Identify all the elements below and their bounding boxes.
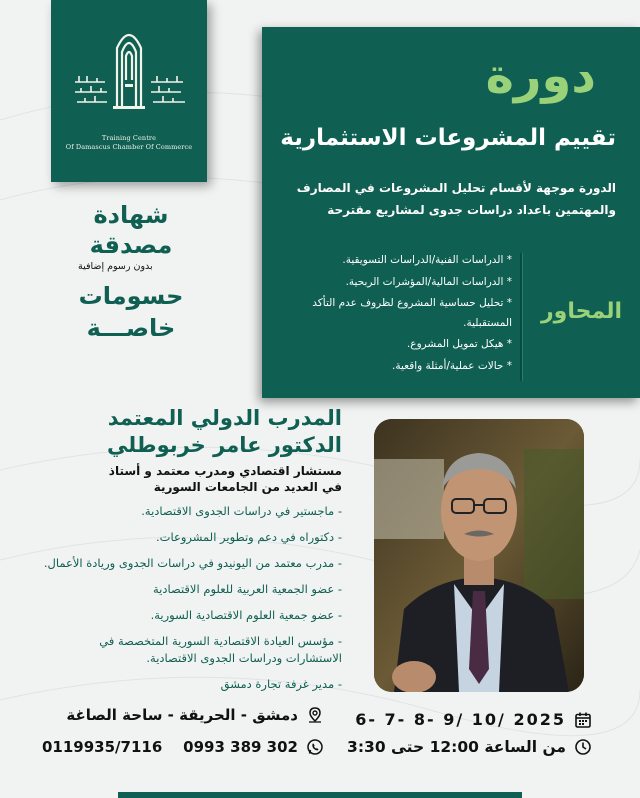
certificate-block [56,200,206,344]
clock-icon [574,738,592,756]
trainer-block [40,405,342,702]
discount-line2: خاصـــة [86,314,176,342]
certificate-line1: شهادة [93,201,169,229]
course-description-line1: الدورة موجهة لأقسام تحليل المشروعات في المصارف [296,181,616,195]
trainer-role-line2: في العديد من الجامعات السورية [153,480,342,494]
event-time: من الساعة 12:00 حتى 3:30 [347,738,566,756]
phone-mobile: 0993 389 302 [183,738,298,756]
course-title: تقييم المشروعات الاستثمارية [280,125,616,151]
axes-label: المحاور [540,299,622,324]
topic-item: * تحليل حساسية المشروع لظروف عدم التأكد المستقبلية. [312,297,512,329]
landline-row [42,738,162,756]
location-row [66,706,324,724]
topic-item: * حالات عملية/أمثلة واقعية. [392,360,512,372]
credential-item: - مدرب معتمد من اليونيدو في دراسات الجدوى وريادة الأعمال. [43,556,342,570]
course-description-line2: والمهتمين باعداد دراسات جدوى لمشاريع مقترحة [327,203,616,217]
topic-item: * الدراسات المالية/المؤشرات الربحية. [345,276,512,288]
credential-item: - عضو جمعية العلوم الاقتصادية السورية. [150,608,342,622]
training-centre-logo-icon [69,20,189,130]
credential-item: - مدير غرفة تجارة دمشق [220,677,342,691]
logo-en-line2: Of Damascus Chamber Of Commerce [65,143,193,151]
logo-panel [51,0,207,182]
course-topics-list [292,249,512,377]
logo-english-text [66,134,192,152]
trainer-credentials-list [40,503,342,693]
credential-item: - عضو الجمعية العربية للعلوم الاقتصادية [153,582,342,596]
location-pin-icon [306,706,324,724]
calendar-icon [574,711,592,729]
trainer-role [40,463,342,495]
logo-en-line1: Training Centre [101,134,157,142]
phone-landline: 0119935/7116 [42,738,163,756]
trainer-name: الدكتور عامر خربوطلي [106,433,342,457]
event-location: دمشق - الحريقة - ساحة الصاغة [66,706,298,724]
phone-row [183,738,324,756]
course-panel [262,27,640,398]
course-description [270,177,616,221]
bottom-accent-bar [118,792,522,798]
whatsapp-phone-icon [306,738,324,756]
topic-item: * هيكل تمويل المشروع. [406,338,512,350]
certificate-line2: مصدقة [89,231,173,259]
credential-item: - دكتوراه في دعم وتطوير المشروعات. [156,530,342,544]
credential-item: - مؤسس العيادة الاقتصادية السورية المتخصصة في الاستشارات ودراسات الجدوى الاقتصادية. [99,634,342,665]
discount-line1: حسومات [78,282,184,310]
trainer-title: المدرب الدولي المعتمد [107,406,342,430]
trainer-photo [374,419,584,692]
credential-item: - ماجستير في دراسات الجدوى الاقتصادية. [141,504,342,518]
event-dates: 6- 7- 8- 9/ 10/ 2025 [355,710,566,729]
dates-row [355,710,592,729]
certificate-note: بدون رسوم إضافية [78,261,153,272]
trainer-role-line1: مستشار اقتصادي ومدرب معتمد و أستاذ [108,464,342,478]
course-label: دورة [485,48,596,104]
topic-item: * الدراسات الفنية/الدراسات التسويقية. [342,254,512,266]
topics-divider [520,253,522,381]
time-row [347,738,592,756]
